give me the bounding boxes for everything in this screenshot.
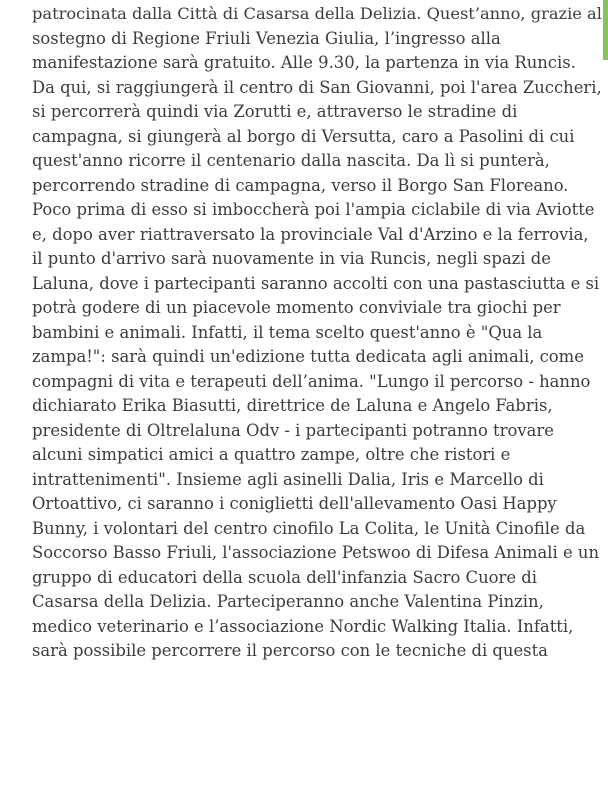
article-line: Laluna, dove i partecipanti saranno accolti con una pastasciutta e si [32, 273, 600, 293]
article-line: dichiarato Erika Biasutti, direttrice de Laluna e Angelo Fabris, [32, 396, 553, 415]
article-line: patrocinata dalla Città di Casarsa della Delizia. Quest’anno, grazie al [32, 4, 602, 23]
article-line: presidente di Oltrelaluna Odv - i partecipanti potranno trovare [32, 420, 554, 440]
article-line: Casarsa della Delizia. Parteciperanno anche Valentina Pinzin, [32, 592, 544, 611]
article-line: gruppo di educatori della scuola dell'infanzia Sacro Cuore di [32, 567, 538, 587]
article-line: Da qui, si raggiungerà il centro di San Giovanni, poi l'area Zuccheri, [32, 77, 602, 97]
article-line: alcuni simpatici amici a quattro zampe, oltre che ristori e [32, 445, 511, 464]
article-line: Poco prima di esso si imboccherà poi l'ampia ciclabile di via Aviotte [32, 200, 595, 219]
article-line: Ortoattivo, ci saranno i coniglietti dell'allevamento Oasi Happy [32, 494, 557, 513]
article-line: percorrendo stradine di campagna, verso il Borgo San Floreano. [32, 175, 569, 195]
article-line: Bunny, i volontari del centro cinofilo La Colita, le Unità Cinofile da [32, 518, 586, 538]
article-line: Soccorso Basso Friuli, l'associazione Petswoo di Difesa Animali e un [32, 543, 600, 562]
article-line: bambini e animali. Infatti, il tema scelto quest'anno è "Qua la [32, 322, 543, 342]
article-line: sostegno di Regione Friuli Venezia Giulia, l’ingresso alla [32, 28, 501, 48]
article-line: intrattenimenti". Insieme agli asinelli Dalia, Iris e Marcello di [32, 469, 544, 489]
article-line: manifestazione sarà gratuito. Alle 9.30, la partenza in via Runcis. [32, 53, 576, 72]
article-line: si percorrerà quindi via Zorutti e, attraverso le stradine di [32, 102, 518, 121]
article-line: sarà possibile percorrere il percorso con le tecniche di questa [32, 641, 548, 660]
article-body [32, 2, 602, 664]
article-line: e, dopo aver riattraversato la provinciale Val d'Arzino e la ferrovia, [32, 224, 589, 244]
article-line: medico veterinario e l’associazione Nordic Walking Italia. Infatti, [32, 616, 574, 636]
article-line: quest'anno ricorre il centenario dalla nascita. Da lì si punterà, [32, 151, 550, 170]
scrollbar-thumb[interactable] [603, 0, 608, 60]
article-line: zampa!": sarà quindi un'edizione tutta dedicata agli animali, come [32, 347, 584, 366]
article-line: il punto d'arrivo sarà nuovamente in via Runcis, negli spazi de [32, 249, 551, 268]
article-line: campagna, si giungerà al borgo di Versutta, caro a Pasolini di cui [32, 126, 575, 146]
scrollbar[interactable] [602, 0, 608, 786]
article-line: potrà godere di un piacevole momento conviviale tra giochi per [32, 298, 561, 317]
article-line: compagni di vita e terapeuti dell’anima. "Lungo il percorso - hanno [32, 371, 591, 391]
